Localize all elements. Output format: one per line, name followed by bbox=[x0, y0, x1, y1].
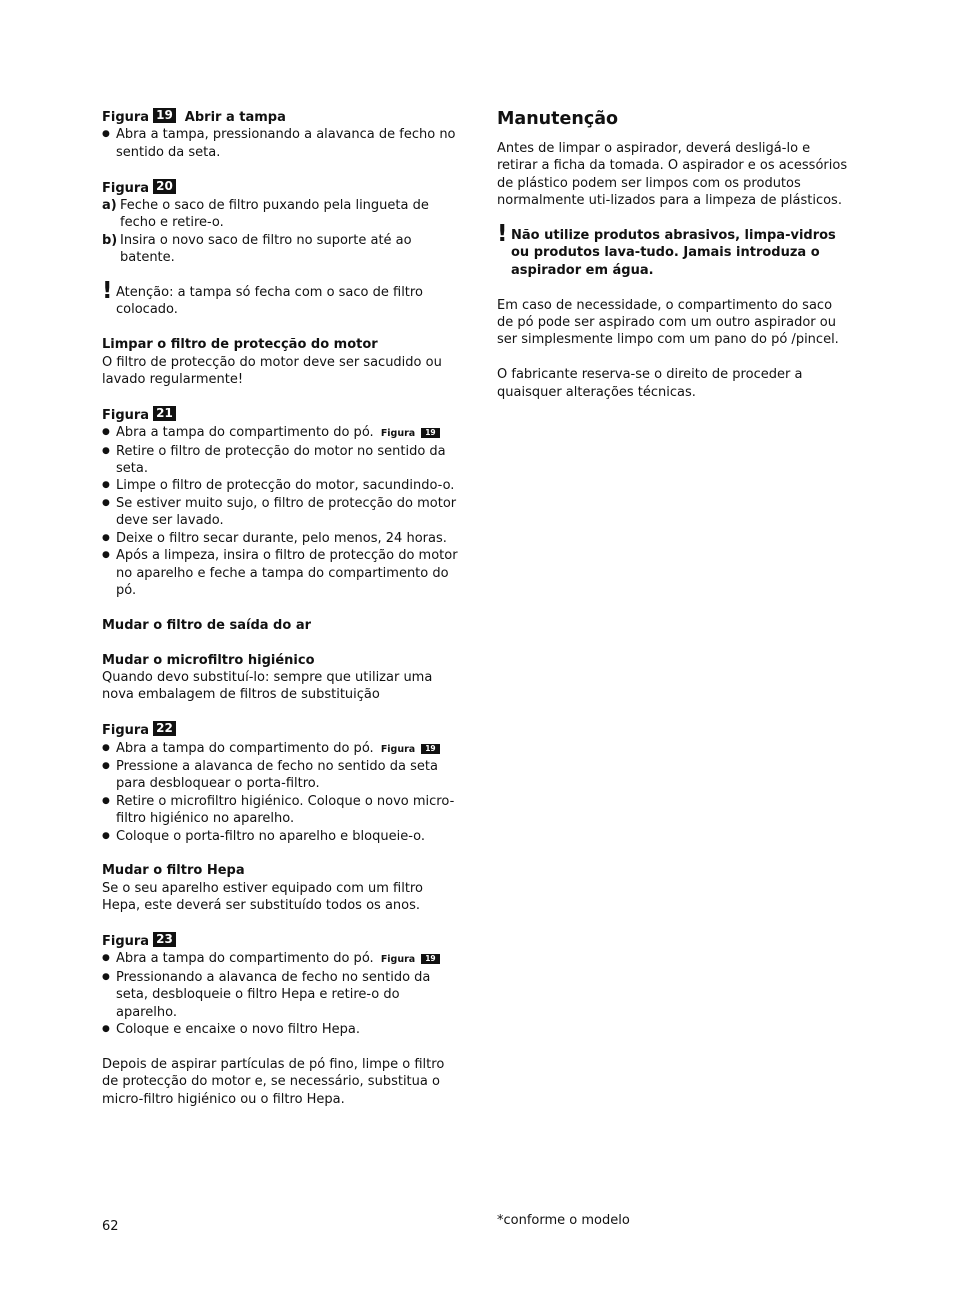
warning-note bbox=[497, 221, 852, 279]
maintenance-paragraph-3: O fabricante reserva-se o direito de proceder a quaisquer alterações técnicas. bbox=[497, 367, 803, 400]
list-item: ● Retire o filtro de protecção do motor no sentido da seta. bbox=[102, 443, 462, 478]
figure-20-heading: Figura 20 bbox=[102, 179, 462, 197]
list-item: ● Coloque e encaixe o novo filtro Hepa. bbox=[102, 1021, 462, 1038]
figure-22-heading: Figura 22 bbox=[102, 721, 462, 739]
warning-note bbox=[102, 278, 462, 319]
motor-filter-text: O filtro de protecção do motor deve ser sacudido ou lavado regularmente! bbox=[102, 354, 442, 388]
list-item: b) Insira o novo saco de filtro no suporte até ao batente. bbox=[102, 232, 412, 266]
section-heading-motor-filter: Limpar o filtro de protecção do motor bbox=[102, 337, 378, 353]
list-item: a) Feche o saco de filtro puxando pela lingueta de fecho e retire-o. bbox=[102, 198, 429, 231]
figure-number-badge: 21 bbox=[153, 406, 176, 421]
section-heading-microfilter: Mudar o microfiltro higiénico bbox=[102, 652, 315, 668]
list-item: ● Após a limpeza, insira o filtro de protecção do motor no aparelho e feche a tampa do compartimento do pó. bbox=[102, 547, 462, 599]
list-item: ● Abra a tampa do compartimento do pó. Figura 19 bbox=[102, 950, 462, 968]
figure-number-badge: 22 bbox=[153, 721, 176, 736]
figure-23-heading: Figura 23 bbox=[102, 932, 462, 950]
figure-reference: Figura bbox=[380, 428, 416, 440]
hepa-text: Se o seu aparelho estiver equipado com um filtro Hepa, este deverá ser substituído todos os anos. bbox=[102, 880, 423, 914]
figure-23-list bbox=[102, 950, 462, 1038]
left-column bbox=[102, 108, 462, 1108]
figure-reference-badge: 19 bbox=[421, 428, 439, 438]
list-item: ● Pressione a alavanca de fecho no sentido da seta para desbloquear o porta-filtro. bbox=[102, 758, 462, 793]
figure-number-badge: 23 bbox=[153, 932, 176, 947]
figure-20-list bbox=[102, 197, 462, 267]
list-item: ● Abra a tampa do compartimento do pó. Figura 19 bbox=[102, 740, 462, 758]
figure-19-list bbox=[102, 126, 462, 161]
figure-19-title: Abrir a tampa bbox=[184, 110, 286, 125]
figure-21-list bbox=[102, 424, 462, 599]
right-column bbox=[497, 108, 852, 401]
maintenance-intro: Antes de limpar o aspirador, deverá desligá-lo e retirar a ficha da tomada. O aspirador e os acessórios de plástico podem ser limpos com os produtos normalmente uti-lizados para a limpeza de plásticos. bbox=[497, 141, 848, 209]
closing-paragraph: Depois de aspirar partículas de pó fino, limpe o filtro de protecção do motor e, se necessário, substitua o micro-filtro higiénico ou o filtro Hepa. bbox=[102, 1056, 445, 1107]
list-item: ● Limpe o filtro de protecção do motor, sacundindo-o. bbox=[102, 477, 462, 494]
figure-reference-badge: 19 bbox=[421, 954, 439, 964]
figure-number-badge: 20 bbox=[153, 179, 176, 194]
page-number: 62 bbox=[102, 1219, 119, 1234]
list-item: ● Abra a tampa do compartimento do pó. Figura 19 bbox=[102, 424, 462, 442]
warning-icon: ! bbox=[497, 221, 508, 248]
figure-22-list bbox=[102, 740, 462, 845]
list-item: ● Coloque o porta-filtro no aparelho e bloqueie-o. bbox=[102, 828, 462, 845]
list-item: ● Pressionando a alavanca de fecho no sentido da seta, desbloqueie o filtro Hepa e retire-o do aparelho. bbox=[102, 969, 462, 1021]
figure-reference: Figura bbox=[380, 743, 416, 755]
section-title-maintenance: Manutenção bbox=[497, 109, 619, 129]
figure-reference: Figura bbox=[380, 954, 416, 966]
figure-number-badge: 19 bbox=[153, 108, 176, 123]
maintenance-paragraph-2: Em caso de necessidade, o compartimento do saco de pó pode ser aspirado com um outro aspirador ou ser simplesmente limpo com um pano do pó /pincel. bbox=[497, 297, 839, 348]
section-heading-exhaust-filter: Mudar o filtro de saída do ar bbox=[102, 617, 312, 633]
list-item: ● Deixe o filtro secar durante, pelo menos, 24 horas. bbox=[102, 530, 462, 547]
list-item: ● Se estiver muito sujo, o filtro de protecção do motor deve ser lavado. bbox=[102, 495, 462, 530]
figure-reference-badge: 19 bbox=[421, 744, 439, 754]
warning-text: Atenção: a tampa só fecha com o saco de filtro colocado. bbox=[116, 285, 423, 318]
list-item: ● Retire o microfiltro higiénico. Coloque o novo micro-filtro higiénico no aparelho. bbox=[102, 793, 462, 828]
microfilter-text: Quando devo substituí-lo: sempre que utilizar uma nova embalagem de filtros de substituição bbox=[102, 669, 433, 703]
warning-text: Não utilize produtos abrasivos, limpa-vidros ou produtos lava-tudo. Jamais introduza o aspirador em água. bbox=[511, 228, 836, 278]
section-heading-hepa: Mudar o filtro Hepa bbox=[102, 863, 245, 879]
warning-icon: ! bbox=[102, 278, 113, 305]
list-item: ● Abra a tampa, pressionando a alavanca de fecho no sentido da seta. bbox=[102, 126, 462, 161]
footnote: *conforme o modelo bbox=[497, 1213, 630, 1228]
figure-19-heading: Figura 19 Abrir a tampa bbox=[102, 108, 286, 125]
figure-21-heading: Figura 21 bbox=[102, 406, 462, 424]
